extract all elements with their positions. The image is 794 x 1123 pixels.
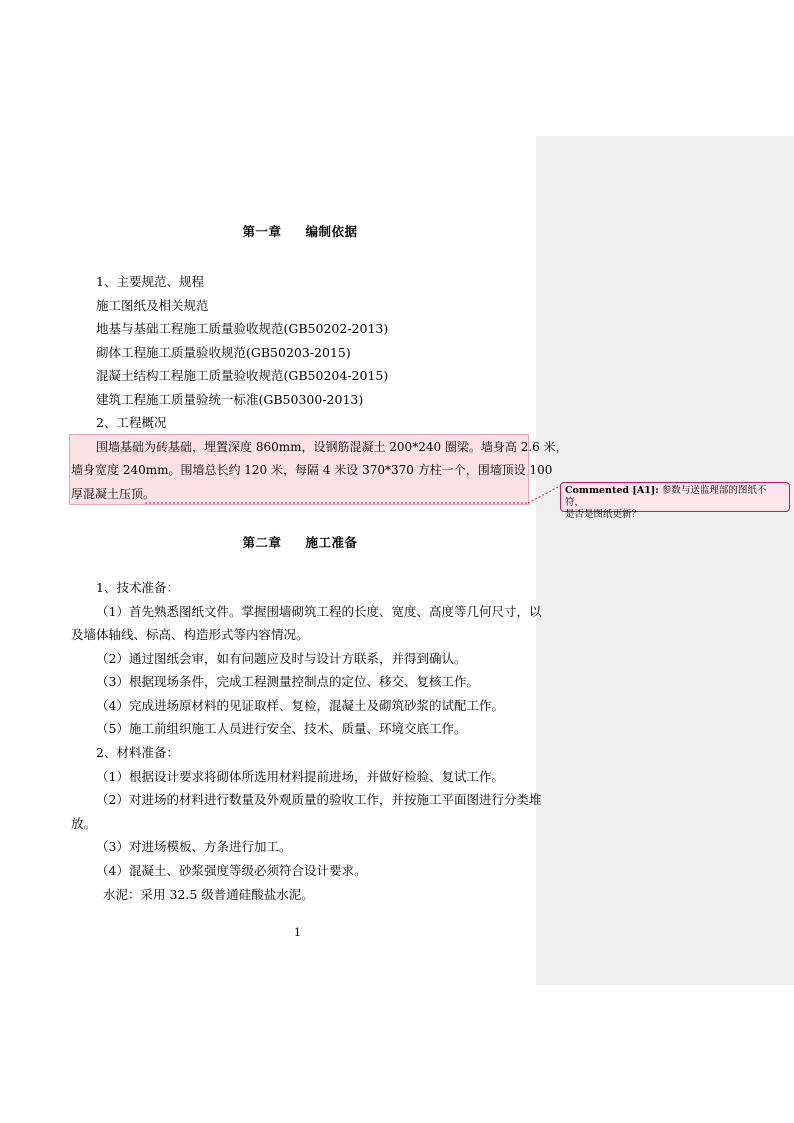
comment-text: 参数与送监理部的图纸不符， (565, 485, 767, 508)
chapter2-title (70, 533, 530, 551)
page-number: 1 (294, 926, 301, 939)
material-line: 水泥：采用 32.5 级普通硅酸盐水泥。 (103, 887, 314, 902)
material-line: （1）根据设计要求将砌体所选用材料提前进场，并做好检验、复试工作。 (96, 769, 504, 784)
spec-item: 砌体工程施工质量验收规范(GB50203-2015) (96, 345, 351, 360)
section2-heading: 2、工程概况 (96, 415, 167, 430)
overview-line: 厚混凝土压顶。 (71, 487, 156, 501)
material-line: （2）对进场的材料进行数量及外观质量的验收工作，并按施工平面图进行分类堆 (96, 792, 542, 807)
spec-item: 建筑工程施工质量验统一标准(GB50300-2013) (96, 392, 364, 407)
tech-line: （1）首先熟悉图纸文件。掌握围墙砌筑工程的长度、宽度、高度等几何尺寸，以 (96, 604, 542, 619)
material-heading: 2、材料准备： (96, 745, 179, 760)
chapter1-subtitle: 编制依据 (305, 224, 358, 239)
comment-label: Commented [A1]: (565, 485, 659, 496)
chapter2-number: 第二章 (242, 535, 282, 550)
material-line: 放。 (71, 816, 97, 831)
chapter2-subtitle: 施工准备 (305, 535, 358, 550)
tech-line: 及墙体轴线、标高、构造形式等内容情况。 (71, 627, 309, 642)
spec-item: 地基与基础工程施工质量验收规范(GB50202-2013) (96, 321, 389, 336)
tech-line: （3）根据现场条件，完成工程测量控制点的定位、移交、复核工作。 (96, 674, 479, 689)
tech-line: （2）通过图纸会审，如有问题应及时与设计方联系，并得到确认。 (96, 651, 467, 666)
material-line: （3）对进场模板、方条进行加工。 (96, 839, 292, 854)
material-line: （4）混凝土、砂浆强度等级必须符合设计要求。 (96, 863, 367, 878)
comment-pane (536, 136, 794, 985)
overview-line: 围墙基础为砖基础，埋置深度 860mm，设钢筋混凝土 200*240 圈梁。墙身高 2.6 米， (96, 440, 568, 454)
tech-line: （5）施工前组织施工人员进行安全、技术、质量、环境交底工作。 (96, 721, 467, 736)
overview-line: 墙身宽度 240mm。围墙总长约 120 米，每隔 4 米设 370*370 方柱一个，围墙顶设 100 (71, 463, 553, 477)
comment-text-continued: 是否是图纸更新？ (565, 509, 642, 520)
spec-item: 混凝土结构工程施工质量验收规范(GB50204-2015) (96, 368, 389, 383)
comment-balloon[interactable] (560, 482, 790, 520)
section1-heading: 1、主要规范、规程 (96, 274, 204, 289)
spec-item: 施工图纸及相关规范 (96, 298, 209, 313)
tech-heading: 1、技术准备： (96, 580, 179, 595)
chapter1-title (70, 222, 530, 240)
chapter1-number: 第一章 (242, 224, 282, 239)
tech-line: （4）完成进场原材料的见证取样、复检，混凝土及砌筑砂浆的试配工作。 (96, 698, 504, 713)
